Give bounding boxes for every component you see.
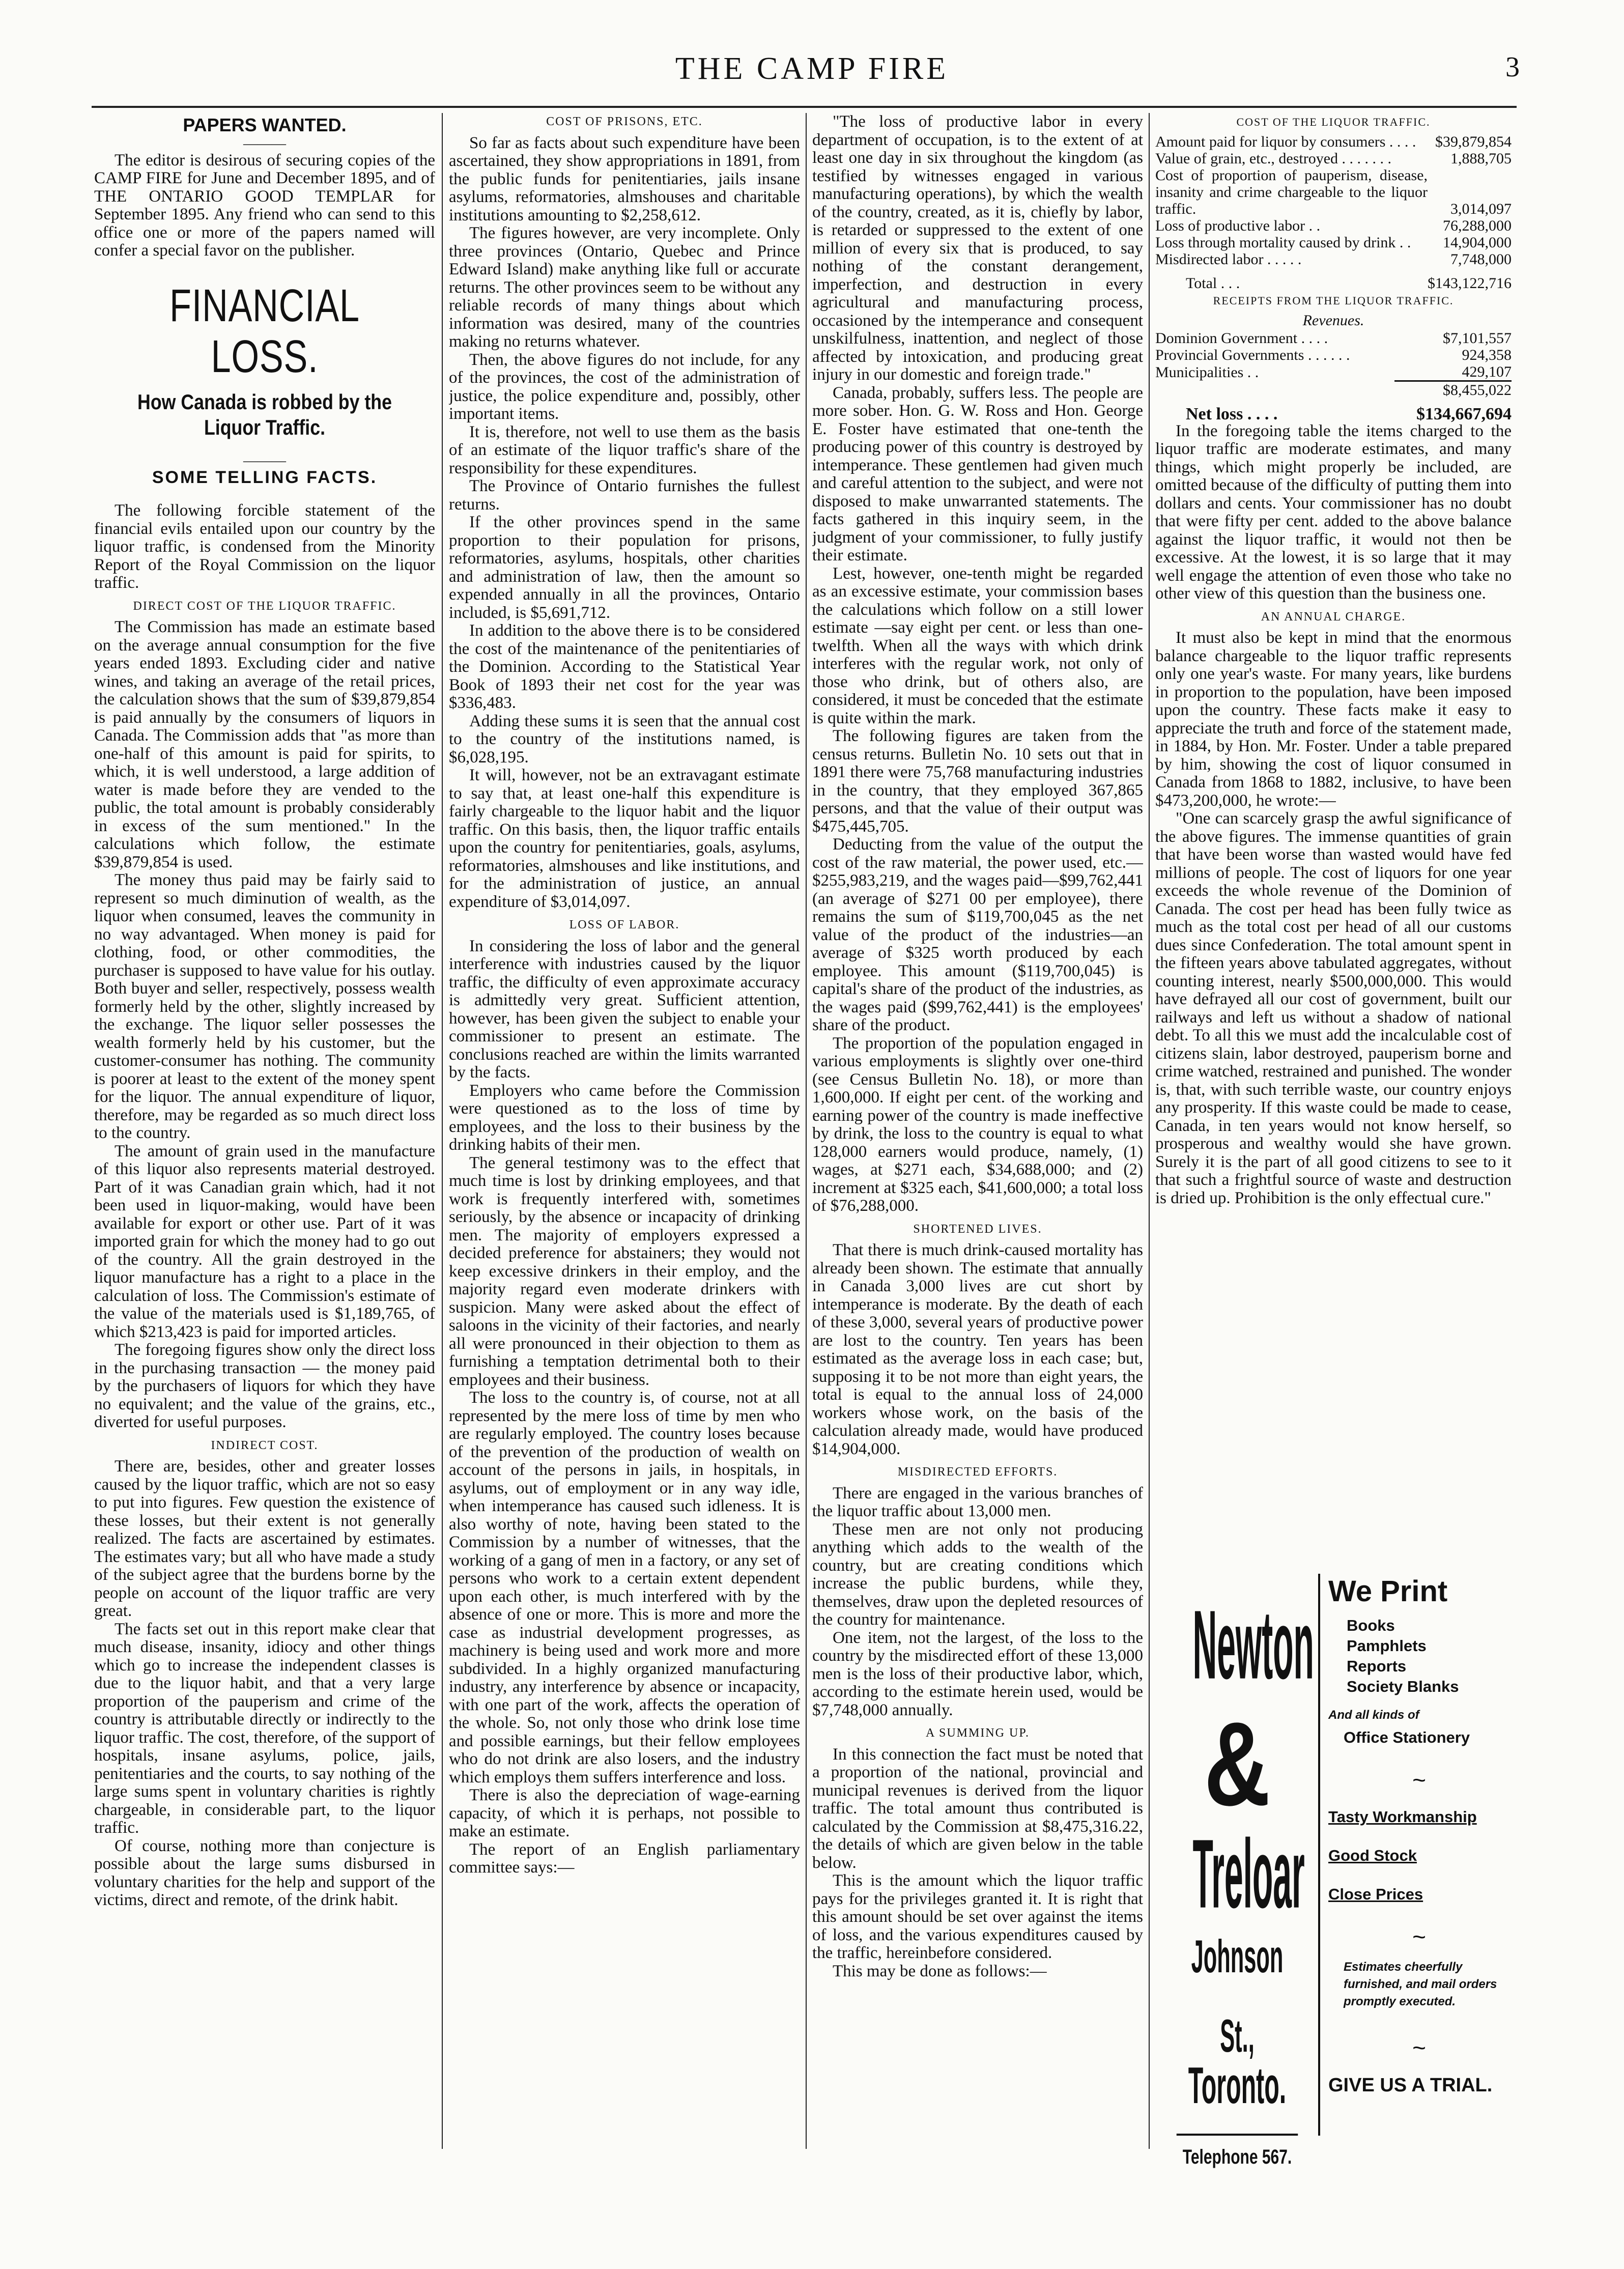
ad-item: Books [1347,1616,1395,1634]
section-heading: DIRECT COST OF THE LIQUOR TRAFFIC. [133,599,396,613]
paragraph: If the other provinces spend in the same proportion to their population for prisons, reformatories, asylums, hospitals, other charities and administration of law, then the amount so expended annually in all the provinces, Ontario included, is $5,691,712. [449,513,800,622]
revenue-row-value: 429,107 [1462,363,1512,380]
paragraph: So far as facts about such expenditure have been ascertained, they show appropriations in 1891, from the public funds for penitentiaries, jails insane asylums, reformatories, almshouses and charitable institutions amounting to $2,258,612. [449,133,800,224]
ad-good-stock: Good Stock [1328,1847,1417,1864]
paragraph: One item, not the largest, of the loss to the country by the misdirected effort of these 13,000 men is the loss of their productive labor, which, according to the estimate herein used, would be $7,748,000 annually. [812,1628,1143,1719]
revenue-row [1155,347,1512,363]
paragraph: "The loss of productive labor in every department of occupation, is to the extent of at least one day in six throughout the kingdom (as testified by witnesses engaged in various manufacturing operations), by which the wealth of the country, created, as it is, chiefly by labor, is retarded or suppressed to the extent of one million of every six that is produced, to say nothing of the constant derangement, imperfection, and destruction in every agricultural and manufacturing process, occasioned by the intemperance and consequent unskilfulness, inattention, and neglect of those affected by intoxication, and producing great injury in our domestic and foreign trade." [812,113,1143,384]
cost-row [1155,251,1512,268]
cost-row-label: Loss of productive labor . . [1155,217,1321,234]
paragraph: In the foregoing table the items charged to the liquor traffic are moderate estimates, and many things, which might properly be included, are omitted because of the difficulty of putting them into dollars and cents. Your commissioner has no doubt that were fifty per cent. added to the above balance against the liquor traffic, it would not then be excessive. At the lowest, it is so large that it may well engage the attention of even those who take no other view of this question than the business one. [1155,421,1512,603]
column-1 [94,113,435,2149]
paragraph: Of course, nothing more than conjecture is possible about the large sums disbursed in voluntary charities for the help and support of the victims, direct and remote, of the drink habit. [94,1836,435,1909]
section-heading: A SUMMING UP. [925,1726,1030,1740]
paragraph: The proportion of the population engaged in various employments is slightly over one-third (see Census Bulletin No. 18), or more than 1,600,000. If eight per cent. of the working and earning power of the country is made ineffective by drink, the loss to the country is equal to what 128,000 earners would produce, namely, (1) wages, at $271 each, $34,688,000; and (2) increment at $325 each, $41,600,000; a total loss of $76,288,000. [812,1034,1143,1215]
paragraph: The following figures are taken from the census returns. Bulletin No. 10 sets out that in 1891 there were 75,768 manufacturing industries in the country, that they employed 367,865 persons, and that the value of their output was $475,445,705. [812,727,1143,836]
paragraph: It is, therefore, not well to use them as the basis of an estimate of the liquor traffic's share of the responsibility for these expenditures. [449,422,800,477]
column-4 [1155,113,1512,1558]
paragraph: The report of an English parliamentary committee says:— [449,1840,800,1877]
paragraph: This may be done as follows:— [833,1962,1047,1980]
paragraph: "One can scarcely grasp the awful significance of the above figures. The immense quantities of grain that have been worse than wasted would have fed millions of people. The cost of liquors for one year exceeds the whole revenue of the Dominion of Canada. The cost per head has been fully twice as much as the total cost per head of all our customs dues since Confederation. The total amount spent in the fifteen years above tabulated aggregates, without counting interest, nearly $500,000,000. This would have defrayed all our cost of government, built our railways and left us without a shadow of national debt. To all this we must add the incalculable cost of citizens slain, labor destroyed, pauperism borne and crime watched, restrained and punished. The wonder is, that, with such terrible waste, our country enjoys any prosperity. If this waste could be made to cease, Canada, in ten years would not know herself, so prosperous and wealthy would she have grown. Surely it is the part of all good citizens to see to it that such a frightful source of waste and destruction is dried up. Prohibition is the only effectual cure." [1155,809,1512,1207]
cost-row-value: 3,014,097 [1450,200,1512,217]
paragraph: Adding these sums it is seen that the annual cost to the country of the institutions named, is $6,028,195. [449,712,800,767]
ad-item: Pamphlets [1347,1637,1427,1655]
ad-and-all: And all kinds of [1328,1708,1419,1722]
revenue-table [1155,330,1512,422]
ad-we-print: We Print [1328,1575,1448,1608]
ad-telephone: Telephone 567. [1177,2134,1298,2172]
page-header [0,51,1624,97]
net-loss-value: $134,667,694 [1416,404,1512,423]
column-divider [1149,113,1150,2149]
paragraph: The following forcible statement of the financial evils entailed upon our country by the liquor traffic, is condensed from the Minority Report of the Royal Commission on the liquor traffic. [94,501,435,592]
ad-newton: Newton [1192,1590,1314,1700]
paragraph: Lest, however, one-tenth might be regarded as an excessive estimate, your commission bases the calculations which follow on a still lower estimate —say eight per cent. or less than one-twelfth. When all the ways with which drink interferes with the regular work, not only of those who drink, but of others also, are considered, it must be conceded that the estimate is quite within the mark. [812,564,1143,727]
ad-ornament: ~ [1412,2034,1426,2061]
ad-ampersand: & [1204,1697,1270,1831]
paragraph: The foregoing figures show only the direct loss in the purchasing transaction — the money paid by the purchasers of liquors for which they have no equivalent; and the value of the grains, etc., diverted for useful purposes. [94,1341,435,1431]
section-heading: SHORTENED LIVES. [913,1222,1042,1236]
cost-row [1155,167,1512,217]
cost-total-label: Total . . . [1186,274,1240,292]
ad-item: Reports [1347,1657,1407,1675]
cost-row [1155,150,1512,167]
section-heading: INDIRECT COST. [211,1438,319,1452]
paragraph: This is the amount which the liquor traffic pays for the privileges granted it. It is right that this amount should be set over against the items of loss, and the various expenditures caused by the traffic, hereinbefore considered. [812,1871,1143,1962]
paragraph: That there is much drink-caused mortality has already been shown. The estimate that annually in Canada 3,000 lives are cut short by intemperance is moderate. By the death of each of these 3,000, several years of productive power are lost to the country. Ten years has been estimated as the average loss in each case; but, supposing it to be not more than eight years, the total is equal to the annual loss of 24,000 workers whose work, on the basis of the calculation already made, would have produced $14,904,000. [812,1241,1143,1458]
paragraph: The general testimony was to the effect that much time is lost by drinking employees, and that work is frequently interfered with, sometimes seriously, by the absence or incapacity of drinking men. The majority of employers expressed a decided preference for abstainers; they would not keep excessive drinkers in their employ, and the majority regard even moderate drinkers with suspicion. Many were asked about the effect of saloons in the vicinity of their factories, and nearly all were pronounced in their objection to them as furnishing a temptation detrimental both to their employees and their business. [449,1153,800,1389]
header-rule [92,106,1517,108]
revenue-row [1155,330,1512,347]
ad-city: Toronto. [1188,2056,1287,2115]
cost-row-label: Cost of proportion of pauperism, disease, insanity and crime chargeable to the liquor traffic. [1155,166,1428,217]
revenue-total-row [1155,381,1512,399]
section-heading: MISDIRECTED EFFORTS. [897,1465,1058,1479]
paragraph: Canada, probably, suffers less. The people are more sober. Hon. G. W. Ross and Hon. George E. Foster have estimated that one-tenth the producing power of this country is destroyed by intemperance. These gentlemen had given much and careful attention to the subject, and were not disposed to make unwarranted statements. The facts gathered in this inquiry seem, in the judgment of your commissioner, to fully justify their estimate. [812,383,1143,564]
cost-row-label: Misdirected labor . . . . . [1155,250,1302,268]
cost-row-value: 7,748,000 [1450,250,1512,268]
article-deck: How Canada is robbed by the Liquor Traffic. [137,389,392,439]
paragraph: In addition to the above there is to be considered the cost of the maintenance of the penitentiaries of the Dominion. According to the Statistical Year Book of 1893 their net cost for the year was $336,483. [449,621,800,712]
section-heading: AN ANNUAL CHARGE. [1261,610,1406,623]
revenue-total-value: $8,455,022 [1394,381,1512,399]
column-2 [449,113,800,2149]
cost-row-value: 76,288,000 [1443,217,1512,234]
receipts-title: RECEIPTS FROM THE LIQUOR TRAFFIC. [1213,294,1454,307]
paragraph: It will, however, not be an extravagant estimate to say that, at least one-half this expenditure is fairly chargeable to the liquor habit and the liquor traffic. On this basis, then, the liquor traffic entails upon the country for penitentiaries, goals, asylums, reformatories, almshouses and like institutions, and for the administration of justice, an annual expenditure of $3,014,097. [449,766,800,911]
ad-estimates: Estimates cheerfully furnished, and mail orders promptly executed. [1344,1960,1497,2008]
paragraph: The facts set out in this report make clear that much disease, insanity, idiocy and other things which go to increase the independent classes is due to the liquor habit, and that a very large proportion of the pauperism and crime of the country is attributable directly or indirectly to the liquor traffic. The cost, therefore, of the support of hospitals, insane asylums, police, jails, penitentiaries and the courts, to say nothing of the large sums spent in voluntary charities is rightly chargeable, in considerable part, to the liquor traffic. [94,1620,435,1837]
cost-row-label: Loss through mortality caused by drink . . [1155,234,1411,251]
ad-give-trial: GIVE US A TRIAL. [1328,2075,1493,2096]
paragraph: The money thus paid may be fairly said to represent so much diminution of wealth, as the liquor when consumed, leaves the community in no way advantaged. When money is paid for clothing, food, or other commodities, the purchaser is supposed to have value for his outlay. Both buyer and seller, respectively, possess wealth formerly held by the other, slightly increased by the exchange. The liquor seller possesses the wealth formerly held by his customer, but the customer-consumer has nothing. The community is poorer at least to the extent of the money spent for the liquor. The annual expenditure of liquor, therefore, may be regarded as so much direct loss to the country. [94,871,435,1142]
paragraph: The loss to the country is, of course, not at all represented by the mere loss of time by men who are regularly employed. The country loses because of the prevention of the production of wealth on account of the persons in jails, in hospitals, in asylums, out of employment or in any way idle, when intemperance has caused such idleness. It is also worthy of note, having been stated to the Commission by a number of witnesses, that the working of a gang of men in a factory, or any set of persons who work to a certain extent dependent upon each other, is much interfered with by the absence of one or more. This is more and more the case as industrial development progresses, as machinery is being used and work more and more subdivided. In a highly organized manufacturing industry, any interference by absence or incapacity, with one part of the work, affects the operation of the whole. So, not only those who drink lose time and possible earnings, but their fellow employees who do not drink are also losers, and the industry which employs them suffers interference and loss. [449,1388,800,1786]
revenue-row-label: Municipalities . . [1155,364,1259,381]
newspaper-title: THE CAMP FIRE [675,51,949,86]
ad-street: Johnson St., [1191,1931,1284,2062]
section-heading: COST OF PRISONS, ETC. [546,115,703,128]
cost-row-label: Value of grain, etc., destroyed . . . . . . . [1155,150,1392,167]
revenue-row-label: Dominion Government . . . . [1155,329,1328,347]
column-3 [812,113,1143,2149]
cost-total-row [1155,268,1512,292]
paragraph: Deducting from the value of the output the cost of the raw material, the power used, etc.—$255,983,219, and the wages paid—$99,762,441 (an average of $271 00 per employee), there remains the sum of $119,700,045 as the net value of the product of the industries—an average of $325 worth produced by each employee. This amount ($119,700,045) is capital's share of the product of the industries, as the wages paid ($99,762,441) is the employees' share of the product. [812,835,1143,1034]
revenues-label: Revenues. [1302,312,1364,329]
cost-row-value: 14,904,000 [1443,234,1512,251]
paragraph: There are engaged in the various branches of the liquor traffic about 13,000 men. [812,1484,1143,1520]
cost-table-title: COST OF THE LIQUOR TRAFFIC. [1236,116,1431,128]
revenue-row-value: $7,101,557 [1443,329,1512,347]
paragraph: There are, besides, other and greater losses caused by the liquor traffic, which are not so easy to put into figures. Few question the existence of these losses, but their extent is not generally realized. The facts are ascertained by estimates. The estimates vary; but all who have made a study of the subject agree that the burdens borne by the people on account of the liquor traffic are very great. [94,1457,435,1620]
paragraph: Employers who came before the Commission were questioned as to the loss of time by employees, and the loss to their business by the drinking habits of their men. [449,1081,800,1154]
ad-office: Office Stationery [1344,1728,1470,1746]
papers-wanted-heading: PAPERS WANTED. [183,115,347,135]
article-title: FINANCIAL LOSS. [169,280,360,382]
papers-wanted-text: The editor is desirous of securing copies of the CAMP FIRE for June and December 1895, and of THE ONTARIO GOOD TEMPLAR for September 1895. Any friend who can send to this office one or more of the papers named will confer a special favor on the publisher. [94,151,435,260]
revenue-row-value: 924,358 [1462,346,1512,363]
paragraph: The Province of Ontario furnishes the fullest returns. [449,477,800,514]
revenue-row [1155,363,1512,381]
paragraph: The amount of grain used in the manufacture of this liquor also represents material destroyed. Part of it was Canadian grain which, had it not been used in liquor-making, would have been available for export or other use. Part of it was imported grain for which the money had to go out of the country. All the grain destroyed in the liquor manufacture has a right to a place in the calculation of loss. The Commission's estimate of the value of the materials used is $1,189,765, of which $213,423 is paid for imported articles. [94,1142,435,1341]
cost-row [1155,217,1512,234]
ad-item-list [1347,1615,1510,1697]
column-divider [806,113,807,2149]
paragraph: These men are not only not producing anything which adds to the wealth of the country, but are creating conditions which increase the public burdens, while they, themselves, draw upon the depleted resources of the country for maintenance. [812,1520,1143,1629]
printer-advertisement [1156,1574,1510,2168]
heading-dash: ——— [243,135,286,152]
net-loss-label: Net loss . . . . [1186,404,1278,423]
paragraph: In this connection the fact must be noted that a proportion of the national, provincial and municipal revenues is derived from the liquor traffic. The total amount thus contributed is calculated by the Commission at $8,475,316.22, the details of which are given below in the table below. [812,1745,1143,1872]
ad-item: Society Blanks [1347,1678,1459,1695]
ad-ornament: ~ [1412,1767,1426,1793]
ad-treloar: Treloar [1192,1819,1305,1929]
paragraph: Then, the above figures do not include, for any of the provinces, the cost of the administration of justice, the police expenditure and, possibly, other important items. [449,350,800,423]
ad-ornament: ~ [1412,1923,1426,1950]
heading-dash: ——— [243,452,286,469]
paragraph: The figures however, are very incomplete. Only three provinces (Ontario, Quebec and Prince Edward Island) make anything like full or accurate returns. The other provinces seem to be without any reliable records of many things about which information was desired, many of the countries making no returns whatever. [449,224,800,351]
ad-name-panel [1156,1574,1320,2168]
cost-row-label: Amount paid for liquor by consumers . . . . [1155,133,1416,150]
ad-close-prices: Close Prices [1328,1885,1423,1903]
cost-row [1155,234,1512,251]
cost-row [1155,133,1512,150]
article-subheading: SOME TELLING FACTS. [152,467,378,487]
cost-row-value: $39,879,854 [1435,133,1512,150]
paragraph: The Commission has made an estimate based on the average annual consumption for the five years ended 1893. Excluding cider and native wines, and taking an average of the retail prices, the calculation shows that the sum of $39,879,854 is paid annually by the consumers of liquors in Canada. The Commission adds that "as more than one-half of this amount is paid for spirits, to which, it is well understood, a large addition of water is made before they are vended to the public, the total amount is probably considerably in excess of the sum mentioned." In the calculations which follow, the estimate $39,879,854 is used. [94,618,435,871]
ad-tasty: Tasty Workmanship [1328,1808,1477,1826]
net-loss-row [1155,399,1512,422]
ad-services-panel [1328,1574,1510,2136]
cost-row-value: 1,888,705 [1450,150,1512,167]
paragraph: There is also the depreciation of wage-earning capacity, of which it is perhaps, not possible to make an estimate. [449,1786,800,1840]
cost-table [1155,133,1512,292]
column-divider [442,113,443,2149]
page-number: 3 [1505,51,1520,83]
section-heading: LOSS OF LABOR. [569,918,680,931]
revenue-row-label: Provincial Governments . . . . . . [1155,346,1350,363]
paragraph: In considering the loss of labor and the general interference with industries caused by the liquor traffic, the difficulty of even approximate accuracy is admittedly very great. Sufficient attention, however, has been given the subject to enable your commissioner to present an estimate. The conclusions reached are within the limits warranted by the facts. [449,937,800,1082]
cost-total-value: $143,122,716 [1428,274,1512,292]
paragraph: It must also be kept in mind that the enormous balance chargeable to the liquor traffic represents only one year's waste. For many years, like burdens in proportion to the population, have been imposed upon the country. These facts make it easy to appreciate the truth and force of the statement made, in 1884, by Hon. Mr. Foster. Under a table prepared by him, showing the cost of liquor consumed in Canada from 1868 to 1882, inclusive, to have been $473,200,000, he wrote:— [1155,629,1512,810]
